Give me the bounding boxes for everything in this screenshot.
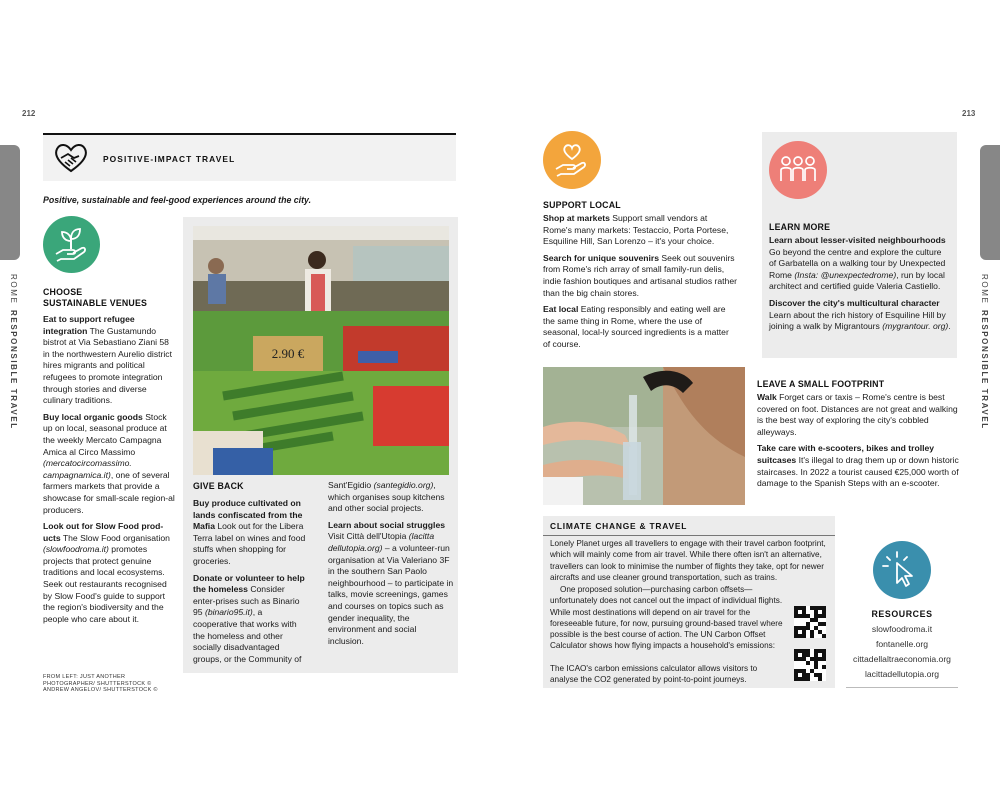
support-heading: SUPPORT LOCAL xyxy=(543,200,621,210)
banner-title: POSITIVE-IMPACT TRAVEL xyxy=(103,154,236,164)
learn-icon-circle xyxy=(769,141,827,199)
give-back-continued: Sant'Egidio (santegidio.org), which organises soup kitchens and other social projects. xyxy=(328,480,445,514)
page-number-left: 212 xyxy=(22,109,36,118)
climate-heading: CLIMATE CHANGE & TRAVEL xyxy=(550,521,688,531)
side-label-left: ROMERESPONSIBLE TRAVEL xyxy=(9,274,18,431)
resources-list xyxy=(846,622,958,682)
support-item: Search for unique souvenirs Seek out souvenirs from Rome's rich array of small family-run delis, indie fashion boutiques and artisanal studios rather than the big chain stores. xyxy=(543,252,737,298)
give-back-item: Buy produce cultivated on lands confiscated from the Mafia Look out for the Libera Terra label on wines and food stuffs when shopping for groceries. xyxy=(193,498,306,566)
give-back-col2 xyxy=(328,480,454,652)
left-thumb-tab xyxy=(0,145,20,260)
choose-icon-circle xyxy=(43,216,100,273)
learn-more-box xyxy=(762,132,957,358)
heart-in-hand-icon xyxy=(543,131,601,189)
learn-more-heading: LEARN MORE xyxy=(769,222,831,232)
right-thumb-tab xyxy=(980,145,1000,260)
resources-divider xyxy=(846,687,958,688)
resource-link[interactable]: lacittadellutopia.org xyxy=(864,669,940,679)
section-banner xyxy=(43,133,456,181)
footprint-item: Take care with e-scooters, bikes and trolley suitcases It's illegal to drag them up or down historic staircases. In 2022 a tourist caused €25,000 worth of damage to the Spanish Steps with an e-scooter. xyxy=(757,443,959,489)
photo-credit: FROM LEFT: JUST ANOTHER PHOTOGRAPHER/ SHUTTERSTOCK © ANDREW ANGELOV/ SHUTTERSTOCK © xyxy=(43,674,158,693)
climate-p2: One proposed solution—purchasing carbon offsets—unfortunately does not cancel out the impact of individual flights. While most destinations will depend on air travel for the foreseeable future, for now, pursuing ground-based travel where possible is the best course of action. The UN Carbon Offset Calculator shows how flying impacts a household's emissions: xyxy=(550,585,783,651)
resource-link[interactable]: cittadellaltraeconomia.org xyxy=(853,654,951,664)
resources-heading: RESOURCES xyxy=(871,609,933,619)
resource-link[interactable]: slowfoodroma.it xyxy=(871,624,933,634)
cursor-click-icon xyxy=(873,541,931,599)
support-icon-circle xyxy=(543,131,601,189)
people-group-icon xyxy=(769,141,827,199)
fountain-photo xyxy=(543,367,745,505)
give-back-box xyxy=(183,217,458,673)
climate-box xyxy=(543,516,835,688)
give-back-item: Learn about social struggles Visit Città dell'Utopia (lacitta dellutopia.org) – a volunteer-run organisation at Via Valeriano 3F in the southern San Paolo neighbourhood – to participate in talks, movie screenings, games and courses on topics such as gender inequality, the environment and social inclusion. xyxy=(328,519,454,646)
climate-divider xyxy=(543,535,835,536)
svg-text:2.90 €: 2.90 € xyxy=(271,346,305,361)
support-item: Eat local Eating responsibly and eating well are the same thing in Rome, where the use of seasonal, local-ly sourced ingredients is a matter of course. xyxy=(543,304,729,349)
climate-p3: The ICAO's carbon emissions calculator allows visitors to analyse the CO2 generated by point-to-point journeys. xyxy=(550,664,758,685)
footprint-heading: LEAVE A SMALL FOOTPRINT xyxy=(757,379,885,389)
give-back-col1 xyxy=(193,481,308,670)
give-back-item: Donate or volunteer to help the homeless Consider enter-prises such as Binario 95 (binario95.it), a cooperative that works with the homeless and other socially disadvantaged groups, or the Community of xyxy=(193,572,305,664)
resource-link[interactable]: fontanelle.org xyxy=(875,639,929,649)
intro-text: Positive, sustainable and feel-good experiences around the city. xyxy=(43,195,312,205)
market-photo xyxy=(193,226,449,475)
side-label-right: ROMERESPONSIBLE TRAVEL xyxy=(980,274,989,431)
resources-icon-circle xyxy=(873,541,931,599)
footprint-section xyxy=(757,379,959,495)
qr-code-un-calculator[interactable] xyxy=(794,606,826,638)
give-back-heading: GIVE BACK xyxy=(193,481,244,491)
choose-heading-2: SUSTAINABLE VENUES xyxy=(43,298,148,308)
choose-item: Look out for Slow Food prod-ucts The Slow Food organisation (slowfoodroma.it) promotes projects that protect genuine traditions and local ecosystems. Seek out restaurants recognised by Slow Food's guide to support the region's biodiversity and the people who care about it. xyxy=(43,521,170,624)
choose-item: Buy local organic goods Stock up on local, seasonal produce at the weekly Mercato Campagna Amica al Circo Massimo (mercatocircomassimo. campagnamica.it), one of several farmers markets that provide a showcase for small-scale region-al producers. xyxy=(43,411,175,515)
page-number-right: 213 xyxy=(962,109,976,118)
choose-heading-1: CHOOSE xyxy=(43,287,83,297)
handshake-heart-icon xyxy=(52,140,90,176)
plant-in-hand-icon xyxy=(43,216,100,273)
qr-code-icao-calculator[interactable] xyxy=(794,649,826,681)
choose-item: Eat to support refugee integration The Gustamundo bistrot at Via Sebastiano Ziani 58 in the northwestern Aurelio district hires migrants and political refugees to promote integration through stories and diverse culinary traditions. xyxy=(43,314,172,406)
choose-section xyxy=(43,287,178,630)
learn-item: Learn about lesser-visited neighbourhoods Go beyond the centre and explore the culture of Garbatella on a walking tour by Unexpected Rome (Insta: @unexpectedrome), run by local architect and certified guide Valeria Castiello. xyxy=(769,235,946,292)
footprint-item: Walk Forget cars or taxis – Rome's centre is best covered on foot. Distances are not great and walking is the best way of exploring the city's cobbled alleyways. xyxy=(757,392,958,437)
support-section xyxy=(543,200,738,356)
learn-more-content xyxy=(769,222,951,338)
support-item: Shop at markets Support small vendors at Rome's many markets: Testaccio, Porta Portese, Esquiline Hill, San Lorenzo – it's your choice. xyxy=(543,213,729,247)
climate-p1: Lonely Planet urges all travellers to engage with their travel carbon footprint, which will mainly come from air travel. While there often isn't an alternative, travellers can look to minimise the number of flights they take, opt for newer aircrafts and use cleaner ground transportation, such as trains. xyxy=(550,539,826,582)
learn-item: Discover the city's multicultural character Learn about the rich history of Esquiline Hill by joining a walk by Migrantours (mygrantour. org). xyxy=(769,297,951,332)
